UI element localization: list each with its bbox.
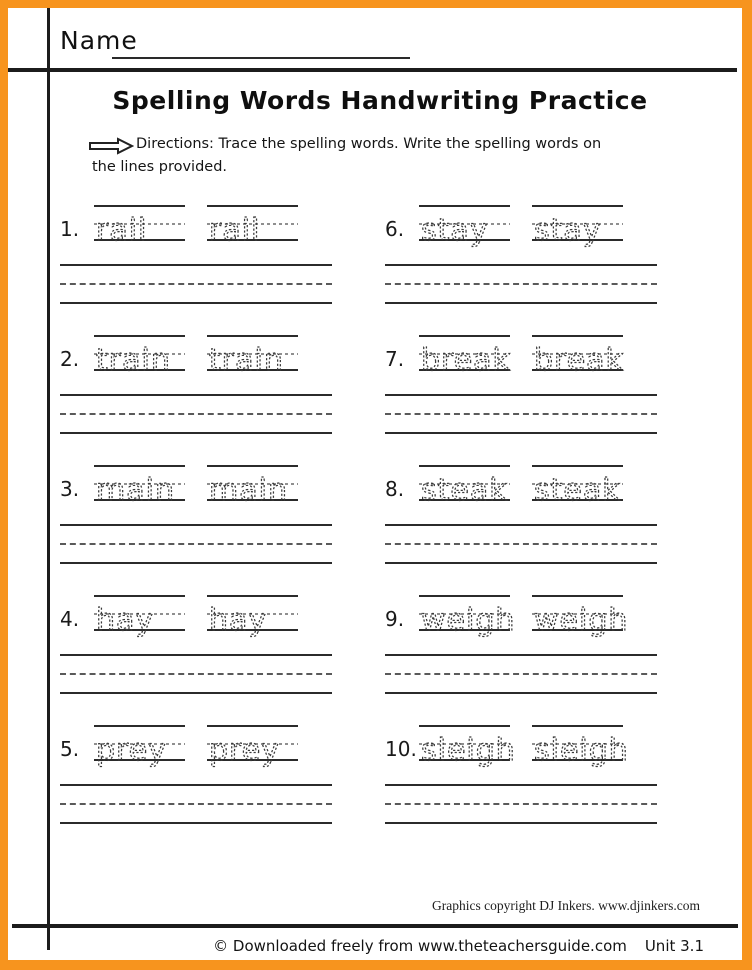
trace-word: weigh: [421, 603, 516, 638]
worksheet-item-1: [60, 200, 332, 330]
trace-word: weigh: [534, 603, 629, 638]
trace-word: break: [421, 343, 511, 378]
trace-word: steak: [421, 473, 508, 508]
writing-lines: [60, 784, 332, 824]
worksheet-item-8: [385, 460, 657, 590]
trace-word-guide: [417, 460, 512, 522]
trace-word: main: [209, 473, 288, 508]
name-label: Name: [60, 26, 138, 55]
trace-word-guide: [530, 590, 629, 652]
item-number: 2.: [60, 347, 80, 371]
worksheet-item-4: [60, 590, 332, 720]
trace-word: hay: [96, 603, 155, 638]
trace-word: prey: [96, 733, 167, 768]
writing-lines: [60, 264, 332, 304]
footer-divider-rule: [12, 924, 738, 928]
directions-arrow-icon: [88, 137, 134, 159]
page-title: Spelling Words Handwriting Practice: [112, 86, 648, 115]
item-number: 1.: [60, 217, 80, 241]
trace-word-guide: [205, 200, 300, 262]
trace-word: rail: [209, 213, 261, 248]
trace-word-guide: [92, 720, 187, 782]
worksheet-item-5: [60, 720, 332, 850]
trace-word: stay: [534, 213, 602, 248]
worksheet-item-10: [385, 720, 657, 850]
trace-word-guide: [205, 330, 300, 392]
item-number: 3.: [60, 477, 80, 501]
directions-text-line1: Directions: Trace the spelling words. Write the spelling words on: [136, 136, 602, 152]
trace-word-guide: [417, 200, 512, 262]
trace-word-guide: [92, 200, 187, 262]
writing-lines: [60, 394, 332, 434]
trace-word-guide: [530, 460, 625, 522]
graphics-credit-text: Graphics copyright DJ Inkers. www.djinkers.com: [432, 898, 700, 913]
trace-word: prey: [209, 733, 280, 768]
spelling-items-grid: [60, 200, 657, 850]
item-number: 9.: [385, 607, 405, 631]
writing-lines: [385, 394, 657, 434]
left-margin-rule: [47, 8, 50, 950]
name-write-line: [112, 57, 410, 59]
trace-word: break: [534, 343, 624, 378]
trace-word-guide: [92, 590, 187, 652]
trace-word-guide: [530, 720, 629, 782]
trace-word: train: [209, 343, 284, 378]
writing-lines: [385, 264, 657, 304]
trace-word: train: [96, 343, 171, 378]
writing-lines: [385, 654, 657, 694]
trace-word-guide: [92, 460, 187, 522]
trace-word: stay: [421, 213, 489, 248]
worksheet-item-7: [385, 330, 657, 460]
trace-word-guide: [417, 590, 516, 652]
trace-word: main: [96, 473, 175, 508]
worksheet-item-6: [385, 200, 657, 330]
header-divider-rule: [8, 68, 737, 72]
item-number: 6.: [385, 217, 405, 241]
trace-word-guide: [417, 720, 516, 782]
worksheet-item-9: [385, 590, 657, 720]
item-number: 4.: [60, 607, 80, 631]
item-number: 8.: [385, 477, 405, 501]
writing-lines: [60, 524, 332, 564]
item-number: 7.: [385, 347, 405, 371]
writing-lines: [60, 654, 332, 694]
unit-label: Unit 3.1: [644, 937, 704, 955]
trace-word-guide: [205, 590, 300, 652]
trace-word-guide: [530, 200, 625, 262]
trace-word: sleigh: [421, 733, 516, 768]
writing-lines: [385, 784, 657, 824]
item-number: 5.: [60, 737, 80, 761]
trace-word-guide: [417, 330, 512, 392]
worksheet-item-3: [60, 460, 332, 590]
trace-word-guide: [205, 720, 300, 782]
trace-word: hay: [209, 603, 268, 638]
trace-word: rail: [96, 213, 148, 248]
writing-lines: [385, 524, 657, 564]
download-credit-text: © Downloaded freely from www.theteachersguide.com: [213, 937, 627, 955]
trace-word: sleigh: [534, 733, 629, 768]
directions-text-line2: the lines provided.: [92, 159, 228, 175]
trace-word-guide: [92, 330, 187, 392]
trace-word-guide: [530, 330, 625, 392]
worksheet-item-2: [60, 330, 332, 460]
item-number: 10.: [385, 737, 417, 761]
trace-word: steak: [534, 473, 621, 508]
trace-word-guide: [205, 460, 300, 522]
